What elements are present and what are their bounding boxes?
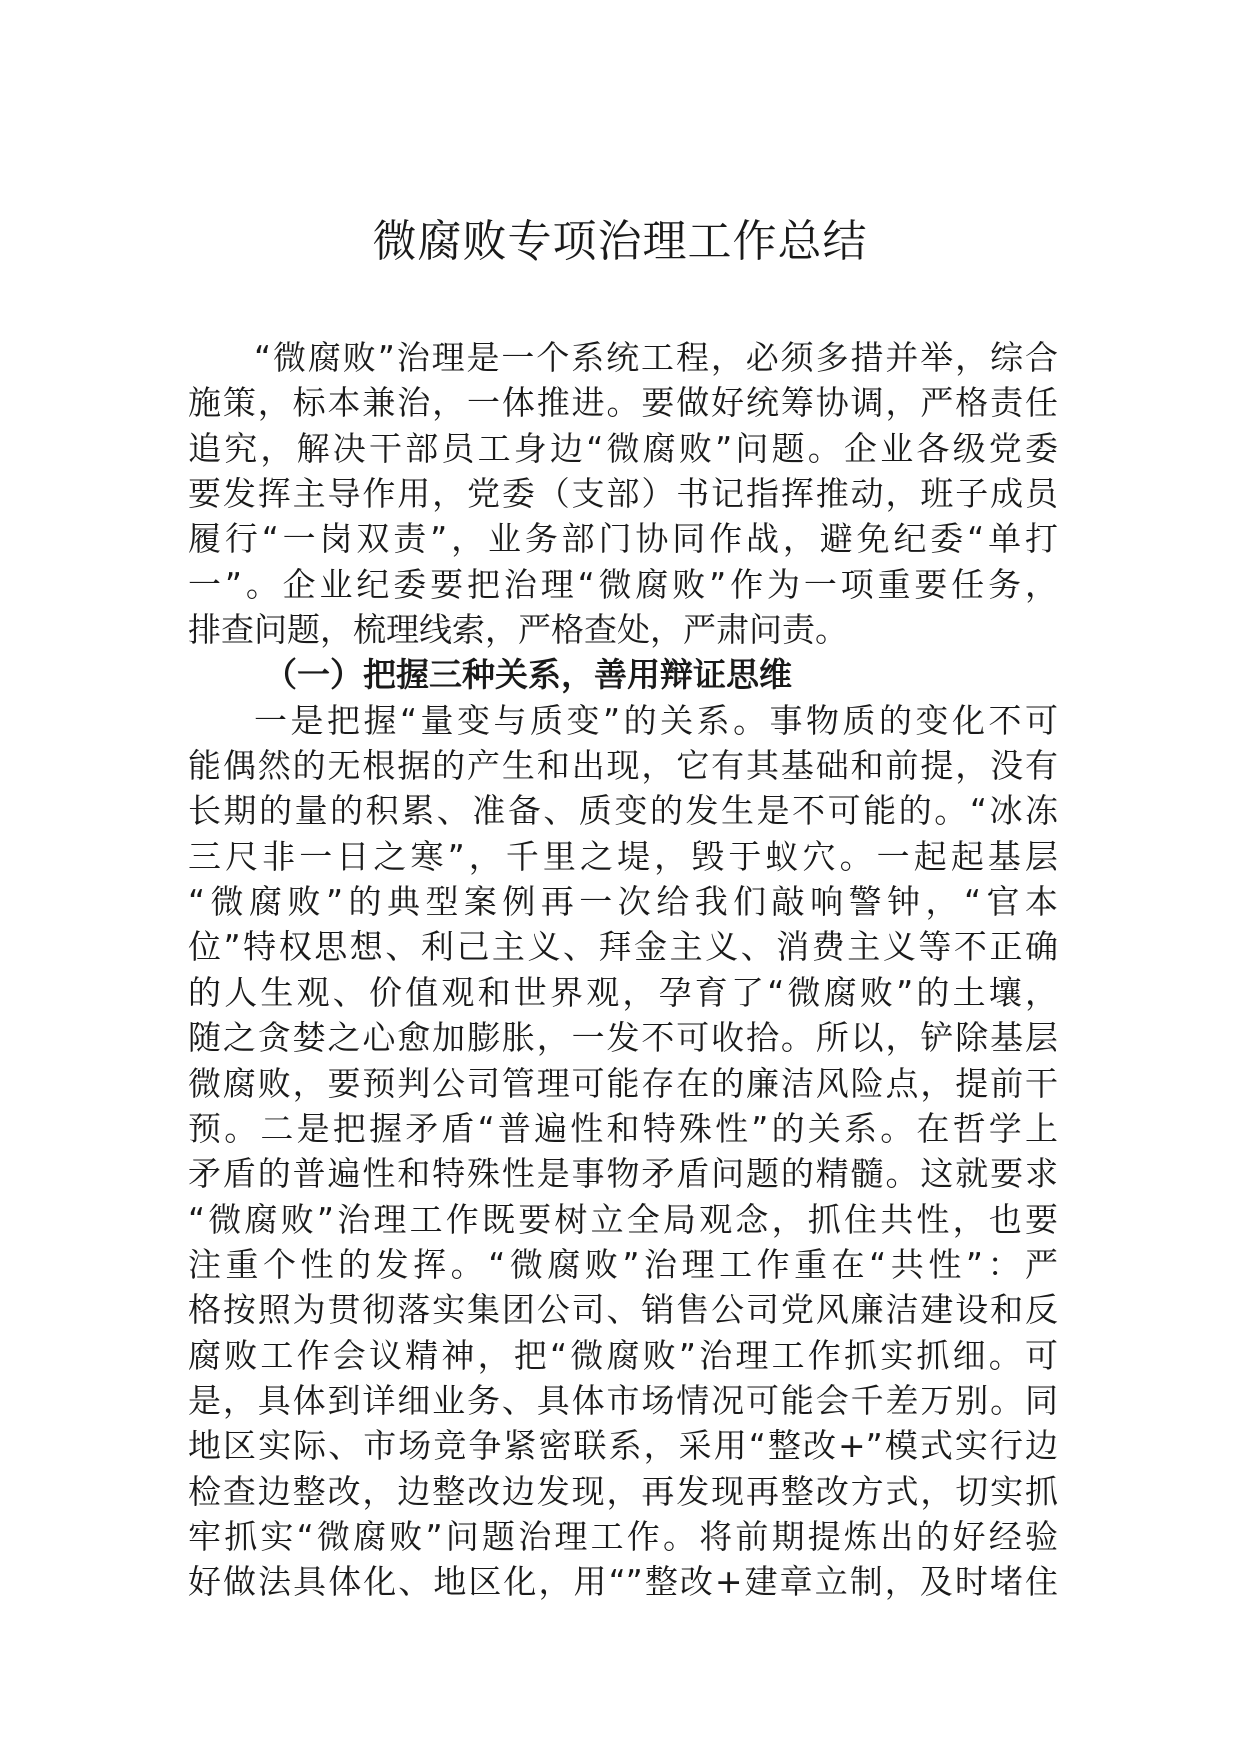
text-line: 履行“一岗双责”，业务部门协同作战，避免纪委“单打 <box>188 519 1058 559</box>
text-line: 排查问题，梳理线索，严格查处，严肃问责。 <box>188 610 848 650</box>
text-line: 微腐败，要预判公司管理可能存在的廉洁风险点，提前干 <box>188 1063 1058 1103</box>
text-line: 施策，标本兼治，一体推进。要做好统筹协调，严格责任 <box>188 383 1058 423</box>
text-line: 地区实际、市场竞争紧密联系，采用“整改+”模式实行边 <box>188 1426 1058 1466</box>
text-line: 要发挥主导作用，党委（支部）书记指挥推动，班子成员 <box>188 474 1058 514</box>
document-title: 微腐败专项治理工作总结 <box>372 216 868 267</box>
text-line: “微腐败”的典型案例再一次给我们敲响警钟，“官本 <box>188 882 1058 922</box>
text-line: 长期的量的积累、准备、质变的发生是不可能的。“冰冻 <box>188 791 1058 831</box>
text-line: 检查边整改，边整改边发现，再发现再整改方式，切实抓 <box>188 1471 1058 1511</box>
text-line: 一是把握“量变与质变”的关系。事物质的变化不可 <box>254 700 1058 740</box>
paragraph-intro <box>188 335 1058 652</box>
text-line: 一”。企业纪委要把治理“微腐败”作为一项重要任务， <box>188 564 1058 604</box>
text-line: 好做法具体化、地区化，用“”整改+建章立制，及时堵住 <box>188 1562 1058 1602</box>
text-line: 追究，解决干部员工身边“微腐败”问题。企业各级党委 <box>188 428 1058 468</box>
text-line: 是，具体到详细业务、具体市场情况可能会千差万别。同 <box>188 1380 1058 1420</box>
text-line: “微腐败”治理是一个系统工程，必须多措并举，综合 <box>254 338 1058 377</box>
text-line: 随之贪婪之心愈加膨胀，一发不可收拾。所以，铲除基层 <box>188 1018 1058 1058</box>
text-line: 注重个性的发挥。“微腐败”治理工作重在“共性”：严 <box>188 1244 1058 1284</box>
text-line: 腐败工作会议精神，把“微腐败”治理工作抓实抓细。可 <box>188 1335 1058 1375</box>
text-line: 牢抓实“微腐败”问题治理工作。将前期提炼出的好经验 <box>188 1516 1058 1556</box>
text-line: 三尺非一日之寒”，千里之堤，毁于蚁穴。一起起基层 <box>188 836 1058 876</box>
section-heading: （一）把握三种关系，善用辩证思维 <box>264 655 792 695</box>
document-body <box>188 335 1058 1605</box>
text-line: 矛盾的普遍性和特殊性是事物矛盾问题的精髓。这就要求 <box>188 1154 1058 1194</box>
paragraph-relations <box>188 698 1058 1605</box>
text-line: 的人生观、价值观和世界观，孕育了“微腐败”的土壤， <box>188 972 1058 1012</box>
text-line: 格按照为贯彻落实集团公司、销售公司党风廉洁建设和反 <box>188 1290 1058 1330</box>
text-line: 预。二是把握矛盾“普遍性和特殊性”的关系。在哲学上 <box>188 1108 1058 1148</box>
text-line: 位”特权思想、利己主义、拜金主义、消费主义等不正确 <box>188 927 1058 967</box>
text-line: 能偶然的无根据的产生和出现，它有其基础和前提，没有 <box>188 746 1058 786</box>
text-line: “微腐败”治理工作既要树立全局观念，抓住共性，也要 <box>188 1199 1058 1239</box>
